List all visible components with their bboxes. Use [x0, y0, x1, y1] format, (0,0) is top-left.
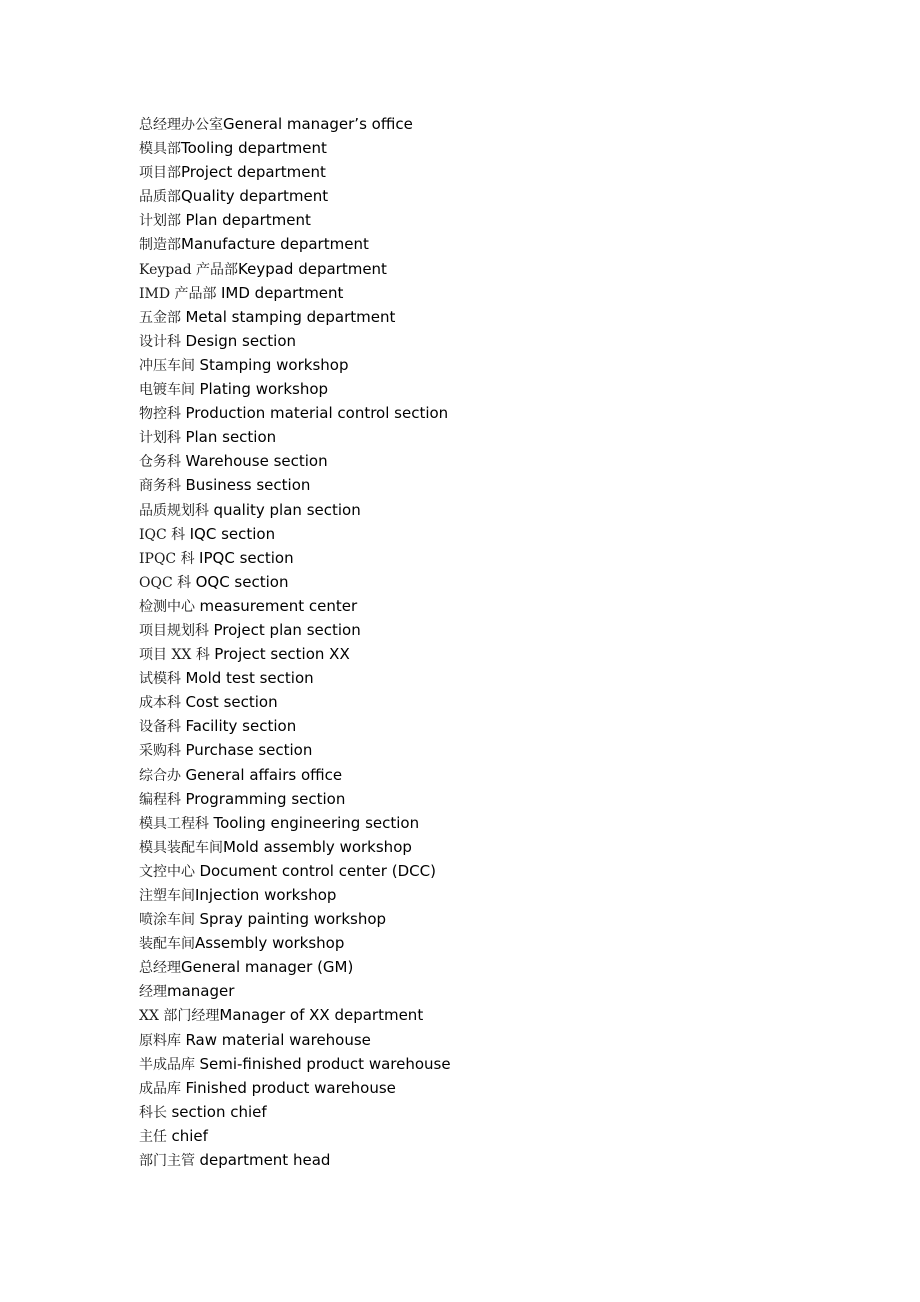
term-row	[139, 714, 451, 738]
chinese-term: 半成品库	[139, 1056, 200, 1073]
english-term: Facility section	[185, 717, 297, 736]
term-row	[139, 979, 451, 1003]
english-term: Mold assembly workshop	[223, 837, 412, 856]
term-row	[139, 377, 451, 401]
english-term: quality plan section	[213, 500, 361, 519]
english-term: Programming section	[185, 789, 346, 808]
term-row	[139, 859, 451, 883]
term-row	[139, 955, 451, 979]
term-row	[139, 1052, 451, 1076]
chinese-term: 仓务科	[139, 454, 186, 471]
chinese-term: 经理	[139, 984, 167, 1001]
english-term: General manager (GM)	[181, 958, 354, 977]
term-row	[139, 883, 451, 907]
term-row	[139, 1028, 451, 1052]
chinese-term: 试模科	[139, 671, 186, 688]
english-term: measurement center	[199, 596, 358, 615]
chinese-term: 设备科	[139, 719, 186, 736]
english-term: Production material control section	[185, 404, 449, 423]
term-row	[139, 425, 451, 449]
english-term: Project plan section	[213, 620, 361, 639]
english-term: chief	[171, 1126, 208, 1145]
english-term: Plating workshop	[199, 380, 329, 399]
term-row	[139, 642, 451, 666]
term-row	[139, 811, 451, 835]
term-row	[139, 473, 451, 497]
term-list	[139, 112, 451, 1172]
term-row	[139, 787, 451, 811]
chinese-term: 注塑车间	[139, 888, 195, 904]
english-term: Warehouse section	[185, 452, 328, 471]
english-term: OQC section	[195, 572, 289, 591]
english-term: Plan section	[185, 428, 277, 447]
term-row	[139, 618, 451, 642]
chinese-term: OQC 科	[139, 574, 196, 591]
chinese-term: IQC 科	[139, 526, 190, 543]
term-row	[139, 112, 451, 136]
term-row	[139, 449, 451, 473]
chinese-term: 成品库	[139, 1080, 186, 1097]
term-row	[139, 136, 451, 160]
chinese-term: 成本科	[139, 695, 186, 712]
english-term: Design section	[185, 331, 297, 350]
chinese-term: 项目 XX 科	[139, 647, 215, 664]
term-row	[139, 1076, 451, 1100]
english-term: Stamping workshop	[199, 355, 349, 374]
chinese-term: 项目部	[139, 165, 181, 182]
term-row	[139, 1124, 451, 1148]
english-term: IPQC section	[199, 548, 294, 567]
english-term: section chief	[171, 1102, 267, 1121]
english-term: Assembly workshop	[195, 934, 345, 953]
term-row	[139, 257, 451, 281]
term-row	[139, 1100, 451, 1124]
chinese-term: 检测中心	[139, 598, 200, 615]
english-term: Tooling department	[181, 139, 327, 158]
english-term: Spray painting workshop	[199, 910, 387, 929]
chinese-term: 制造部	[139, 237, 181, 254]
chinese-term: 计划科	[139, 430, 186, 447]
term-row	[139, 1148, 451, 1172]
term-row	[139, 160, 451, 184]
english-term: Manager of XX department	[219, 1006, 424, 1025]
english-term: Semi-finished product warehouse	[199, 1054, 451, 1073]
chinese-term: 项目规划科	[139, 622, 214, 639]
term-row	[139, 594, 451, 618]
term-row	[139, 931, 451, 955]
term-row	[139, 232, 451, 256]
english-term: Quality department	[181, 187, 329, 206]
term-row	[139, 763, 451, 787]
chinese-term: 部门主管	[139, 1153, 200, 1170]
english-term: Cost section	[185, 693, 278, 712]
chinese-term: 总经理办公室	[139, 117, 223, 133]
english-term: IMD department	[221, 283, 344, 302]
chinese-term: 模具部	[139, 141, 181, 158]
chinese-term: 电镀车间	[139, 382, 200, 399]
term-row	[139, 498, 451, 522]
english-term: Injection workshop	[195, 886, 337, 904]
chinese-term: IMD 产品部	[139, 285, 221, 302]
chinese-term: 文控中心	[139, 863, 200, 880]
chinese-term: 科长	[139, 1104, 172, 1121]
english-term: Mold test section	[185, 669, 314, 688]
term-row	[139, 1003, 451, 1027]
term-row	[139, 738, 451, 762]
english-term: Project department	[181, 163, 326, 182]
chinese-term: 装配车间	[139, 936, 195, 953]
term-row	[139, 835, 451, 859]
term-row	[139, 305, 451, 329]
chinese-term: 五金部	[139, 309, 186, 326]
term-row	[139, 907, 451, 931]
chinese-term: IPQC 科	[139, 550, 200, 567]
english-term: department head	[199, 1151, 331, 1170]
chinese-term: 模具工程科	[139, 815, 214, 832]
chinese-term: 综合办	[139, 767, 186, 784]
english-term: Project section XX	[214, 645, 350, 664]
english-term: Finished product warehouse	[185, 1078, 396, 1097]
term-row	[139, 353, 451, 377]
chinese-term: 模具装配车间	[139, 839, 223, 856]
english-term: Document control center (DCC)	[199, 861, 436, 880]
english-term: Business section	[185, 476, 311, 495]
english-term: Tooling engineering section	[213, 813, 420, 832]
english-term: Keypad department	[238, 259, 387, 278]
chinese-term: 商务科	[139, 478, 186, 495]
term-row	[139, 281, 451, 305]
term-row	[139, 184, 451, 208]
term-row	[139, 570, 451, 594]
chinese-term: 喷涂车间	[139, 912, 200, 929]
term-row	[139, 329, 451, 353]
chinese-term: 物控科	[139, 406, 186, 423]
chinese-term: 品质部	[139, 189, 181, 206]
chinese-term: XX 部门经理	[139, 1008, 220, 1025]
english-term: IQC section	[189, 524, 276, 543]
chinese-term: 设计科	[139, 333, 186, 350]
chinese-term: 采购科	[139, 743, 186, 760]
term-row	[139, 690, 451, 714]
term-row	[139, 401, 451, 425]
english-term: Raw material warehouse	[185, 1030, 371, 1049]
chinese-term: 冲压车间	[139, 357, 200, 374]
chinese-term: 品质规划科	[139, 502, 214, 519]
english-term: General manager’s office	[223, 115, 413, 133]
term-row	[139, 522, 451, 546]
chinese-term: 原料库	[139, 1032, 186, 1049]
term-row	[139, 546, 451, 570]
term-row	[139, 666, 451, 690]
english-term: General affairs office	[185, 765, 343, 784]
chinese-term: 编程科	[139, 791, 186, 808]
term-row	[139, 208, 451, 232]
chinese-term: 主任	[139, 1128, 172, 1145]
english-term: Manufacture department	[181, 235, 369, 254]
english-term: Purchase section	[185, 741, 313, 760]
chinese-term: 总经理	[139, 960, 181, 977]
english-term: manager	[167, 982, 235, 1001]
english-term: Plan department	[185, 211, 311, 230]
chinese-term: Keypad 产品部	[139, 261, 238, 278]
english-term: Metal stamping department	[185, 307, 396, 326]
chinese-term: 计划部	[139, 213, 186, 230]
